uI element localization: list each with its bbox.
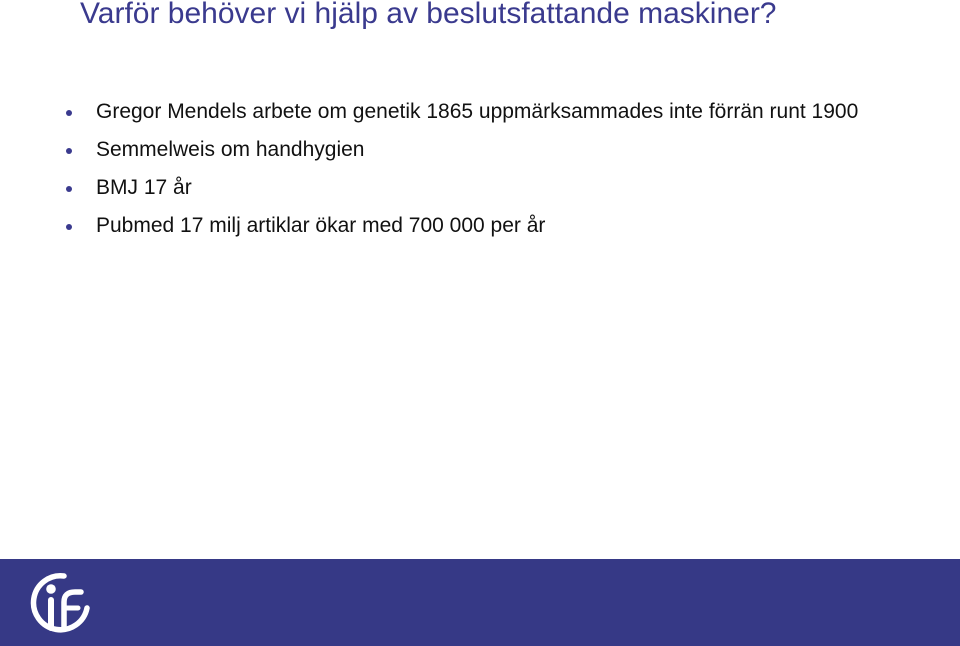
bullet-text: Gregor Mendels arbete om genetik 1865 uppmärksammades inte förrän runt 1900 [96, 100, 859, 123]
bullet-dot-icon [66, 148, 72, 154]
bullet-list [66, 97, 886, 249]
bullet-dot-icon [66, 224, 72, 230]
bullet-item [66, 211, 886, 241]
bullet-dot-icon [66, 110, 72, 116]
slide-title: Varför behöver vi hjälp av beslutsfattande maskiner? [80, 0, 777, 30]
footer-band [0, 559, 960, 646]
bullet-text: Semmelweis om handhygien [96, 138, 365, 161]
organization-logo-icon [30, 572, 92, 634]
bullet-dot-icon [66, 186, 72, 192]
bullet-item [66, 173, 886, 203]
bullet-text: BMJ 17 år [96, 176, 192, 199]
bullet-item [66, 135, 886, 165]
bullet-item [66, 97, 886, 127]
bullet-text: Pubmed 17 milj artiklar ökar med 700 000 per år [96, 214, 546, 237]
